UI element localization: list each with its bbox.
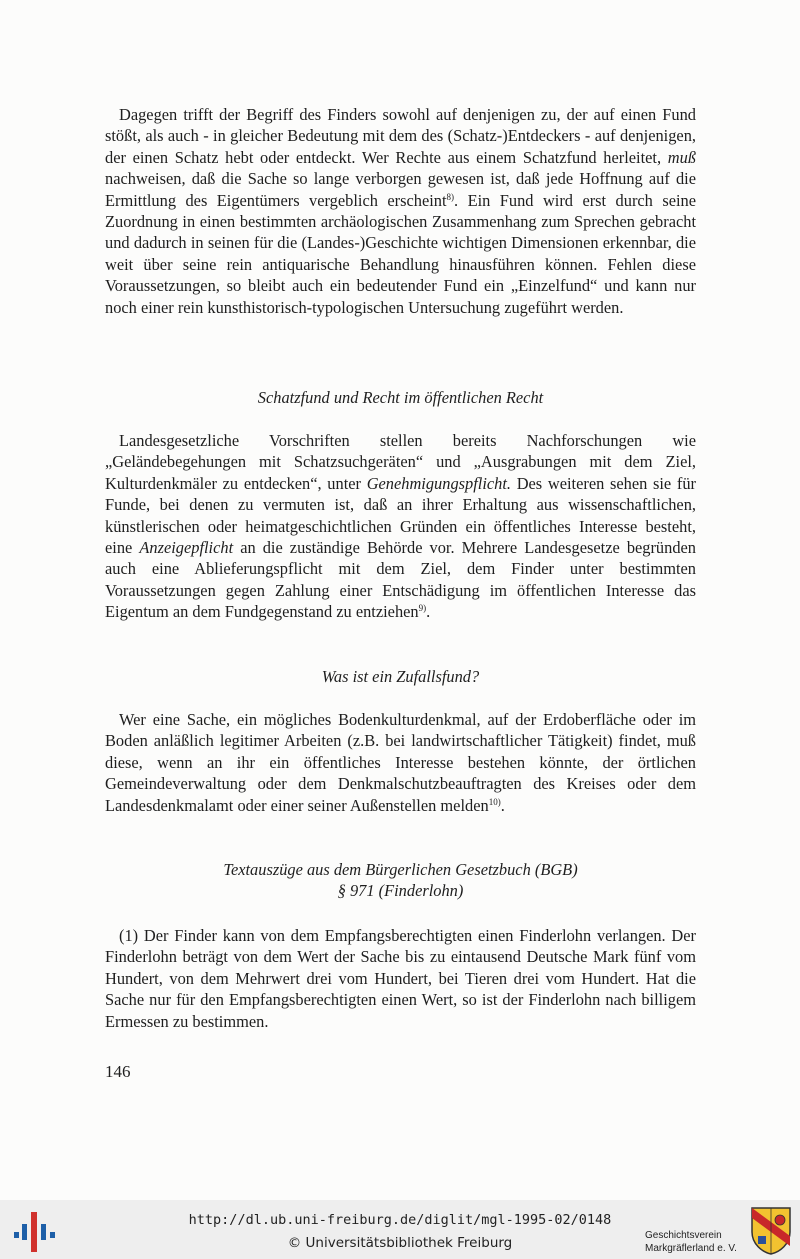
paragraph-text: Landesgesetzliche Vorschriften stellen bereits Nachforschungen wie „Geländebegehungen mit Schatzsuchgeräten“ und „Ausgrabungen mit dem Ziel, Kulturdenkmäler zu entdecken“, unter <box>105 431 696 493</box>
publisher-name <box>645 1229 737 1255</box>
section-heading-bgb <box>105 859 696 901</box>
paragraph-text: nachweisen, daß die Sache so lange verborgen gewesen ist, daß jede Hoffnung auf die Ermittlung des Eigentümers vergeblich erscheint <box>105 169 696 210</box>
paragraph-state-regulations <box>105 430 696 623</box>
paragraph-text: an die zuständige Behörde vor. Mehrere Landesgesetze begründen auch eine Ablieferungspflicht mit dem Ziel, dem Finder unter bestimmten Voraussetzungen gegen Zahlung einer Entschädigung im öffentlichen Interesse das Eigentum an dem Fundgegenstand zu entziehen <box>105 538 696 622</box>
paragraph-text: . <box>500 795 505 815</box>
footnote-ref: 10) <box>488 796 501 807</box>
section-heading-public-law <box>105 387 696 408</box>
publisher-line: Markgräflerland e. V. <box>645 1243 737 1254</box>
publisher-line: Geschichtsverein <box>645 1230 722 1241</box>
heading-text: Textauszüge aus dem Bürgerlichen Gesetzbuch (BGB) <box>223 860 578 879</box>
emphasis-text: muß <box>667 147 696 167</box>
copyright-text: © Universitätsbibliothek Freiburg <box>287 1235 513 1251</box>
paragraph-text: . Ein Fund wird erst durch seine Zuordnung in einen bestimmten archäologischen Zusammenhang zum Sprechen gebracht und dadurch in seinen für die (Landes-)Geschichte wichtigen Dimensionen erkennbar, die weit über seine rein antiquarische Behandlung hinausführen können. Fehlen diese Voraussetzungen, so bleibt auch ein bedeutender Fund ein „Einzelfund“ und kann nur noch einer rein kunsthistorisch-typologischen Untersuchung zugeführt werden. <box>105 190 696 317</box>
section-heading-chance-find <box>105 666 696 687</box>
page-number: 146 <box>105 1062 131 1081</box>
paragraph-finders-fee <box>105 925 696 1032</box>
footnote-ref: 9) <box>418 603 427 614</box>
emphasis-text: Anzeigepflicht <box>139 538 234 558</box>
paragraph-text: Des weiteren sehen sie für Funde, bei denen zu vermuten ist, daß an ihrer Erhaltung aus wissenschaftlichen, künstlerischen oder heimatgeschichtlichen Gründen ein öffentliches Interesse besteht, eine <box>105 473 696 558</box>
heading-text: Schatzfund und Recht im öffentlichen Recht <box>257 388 544 407</box>
paragraph-text: Dagegen trifft der Begriff des Finders sowohl auf denjenigen zu, der auf einen Fund stößt, als auch - in gleicher Bedeutung mit dem des (Schatz-)Entdeckers - auf denjenigen, der einen Schatz hebt oder entdeckt. Wer Rechte aus einem Schatzfund herleitet, <box>105 105 696 167</box>
emphasis-text: Genehmigungspflicht. <box>366 473 511 493</box>
paragraph-text: . <box>426 602 431 622</box>
document-url-link[interactable]: http://dl.ub.uni-freiburg.de/diglit/mgl-1995-02/0148 <box>188 1212 612 1228</box>
footnote-ref: 8) <box>446 191 455 202</box>
coat-of-arms-icon <box>750 1206 792 1256</box>
heading-text: Was ist ein Zufallsfund? <box>321 667 480 686</box>
paragraph-text: (1) Der Finder kann von dem Empfangsberechtigten einen Finderlohn verlangen. Der Finderlohn beträgt von dem Wert der Sache bis zu eintausend Deutsche Mark fünf vom Hundert, von dem Mehrwert drei vom Hundert, bei Tieren drei vom Hundert. Hat die Sache nur für den Empfangsberechtigten einen Wert, so ist der Finderlohn nach billigem Ermessen zu bestimmen. <box>105 926 696 1031</box>
paragraph-finder-definition <box>105 104 696 318</box>
viewer-footer <box>0 1200 800 1259</box>
heading-subtext: § 971 (Finderlohn) <box>337 881 464 900</box>
paragraph-text: Wer eine Sache, ein mögliches Bodenkulturdenkmal, auf der Erdoberfläche oder im Boden anläßlich legitimer Arbeiten (z.B. bei landwirtschaftlicher Tätigkeit) findet, muß diese, wenn an ihr ein öffentliches Interesse bestehen könnte, der örtlichen Gemeindeverwaltung oder dem Denkmalschutzbeauftragten des Kreises oder dem Landesdenkmalamt oder einer seiner Außenstellen melden <box>105 710 696 815</box>
paragraph-chance-find <box>105 709 696 816</box>
